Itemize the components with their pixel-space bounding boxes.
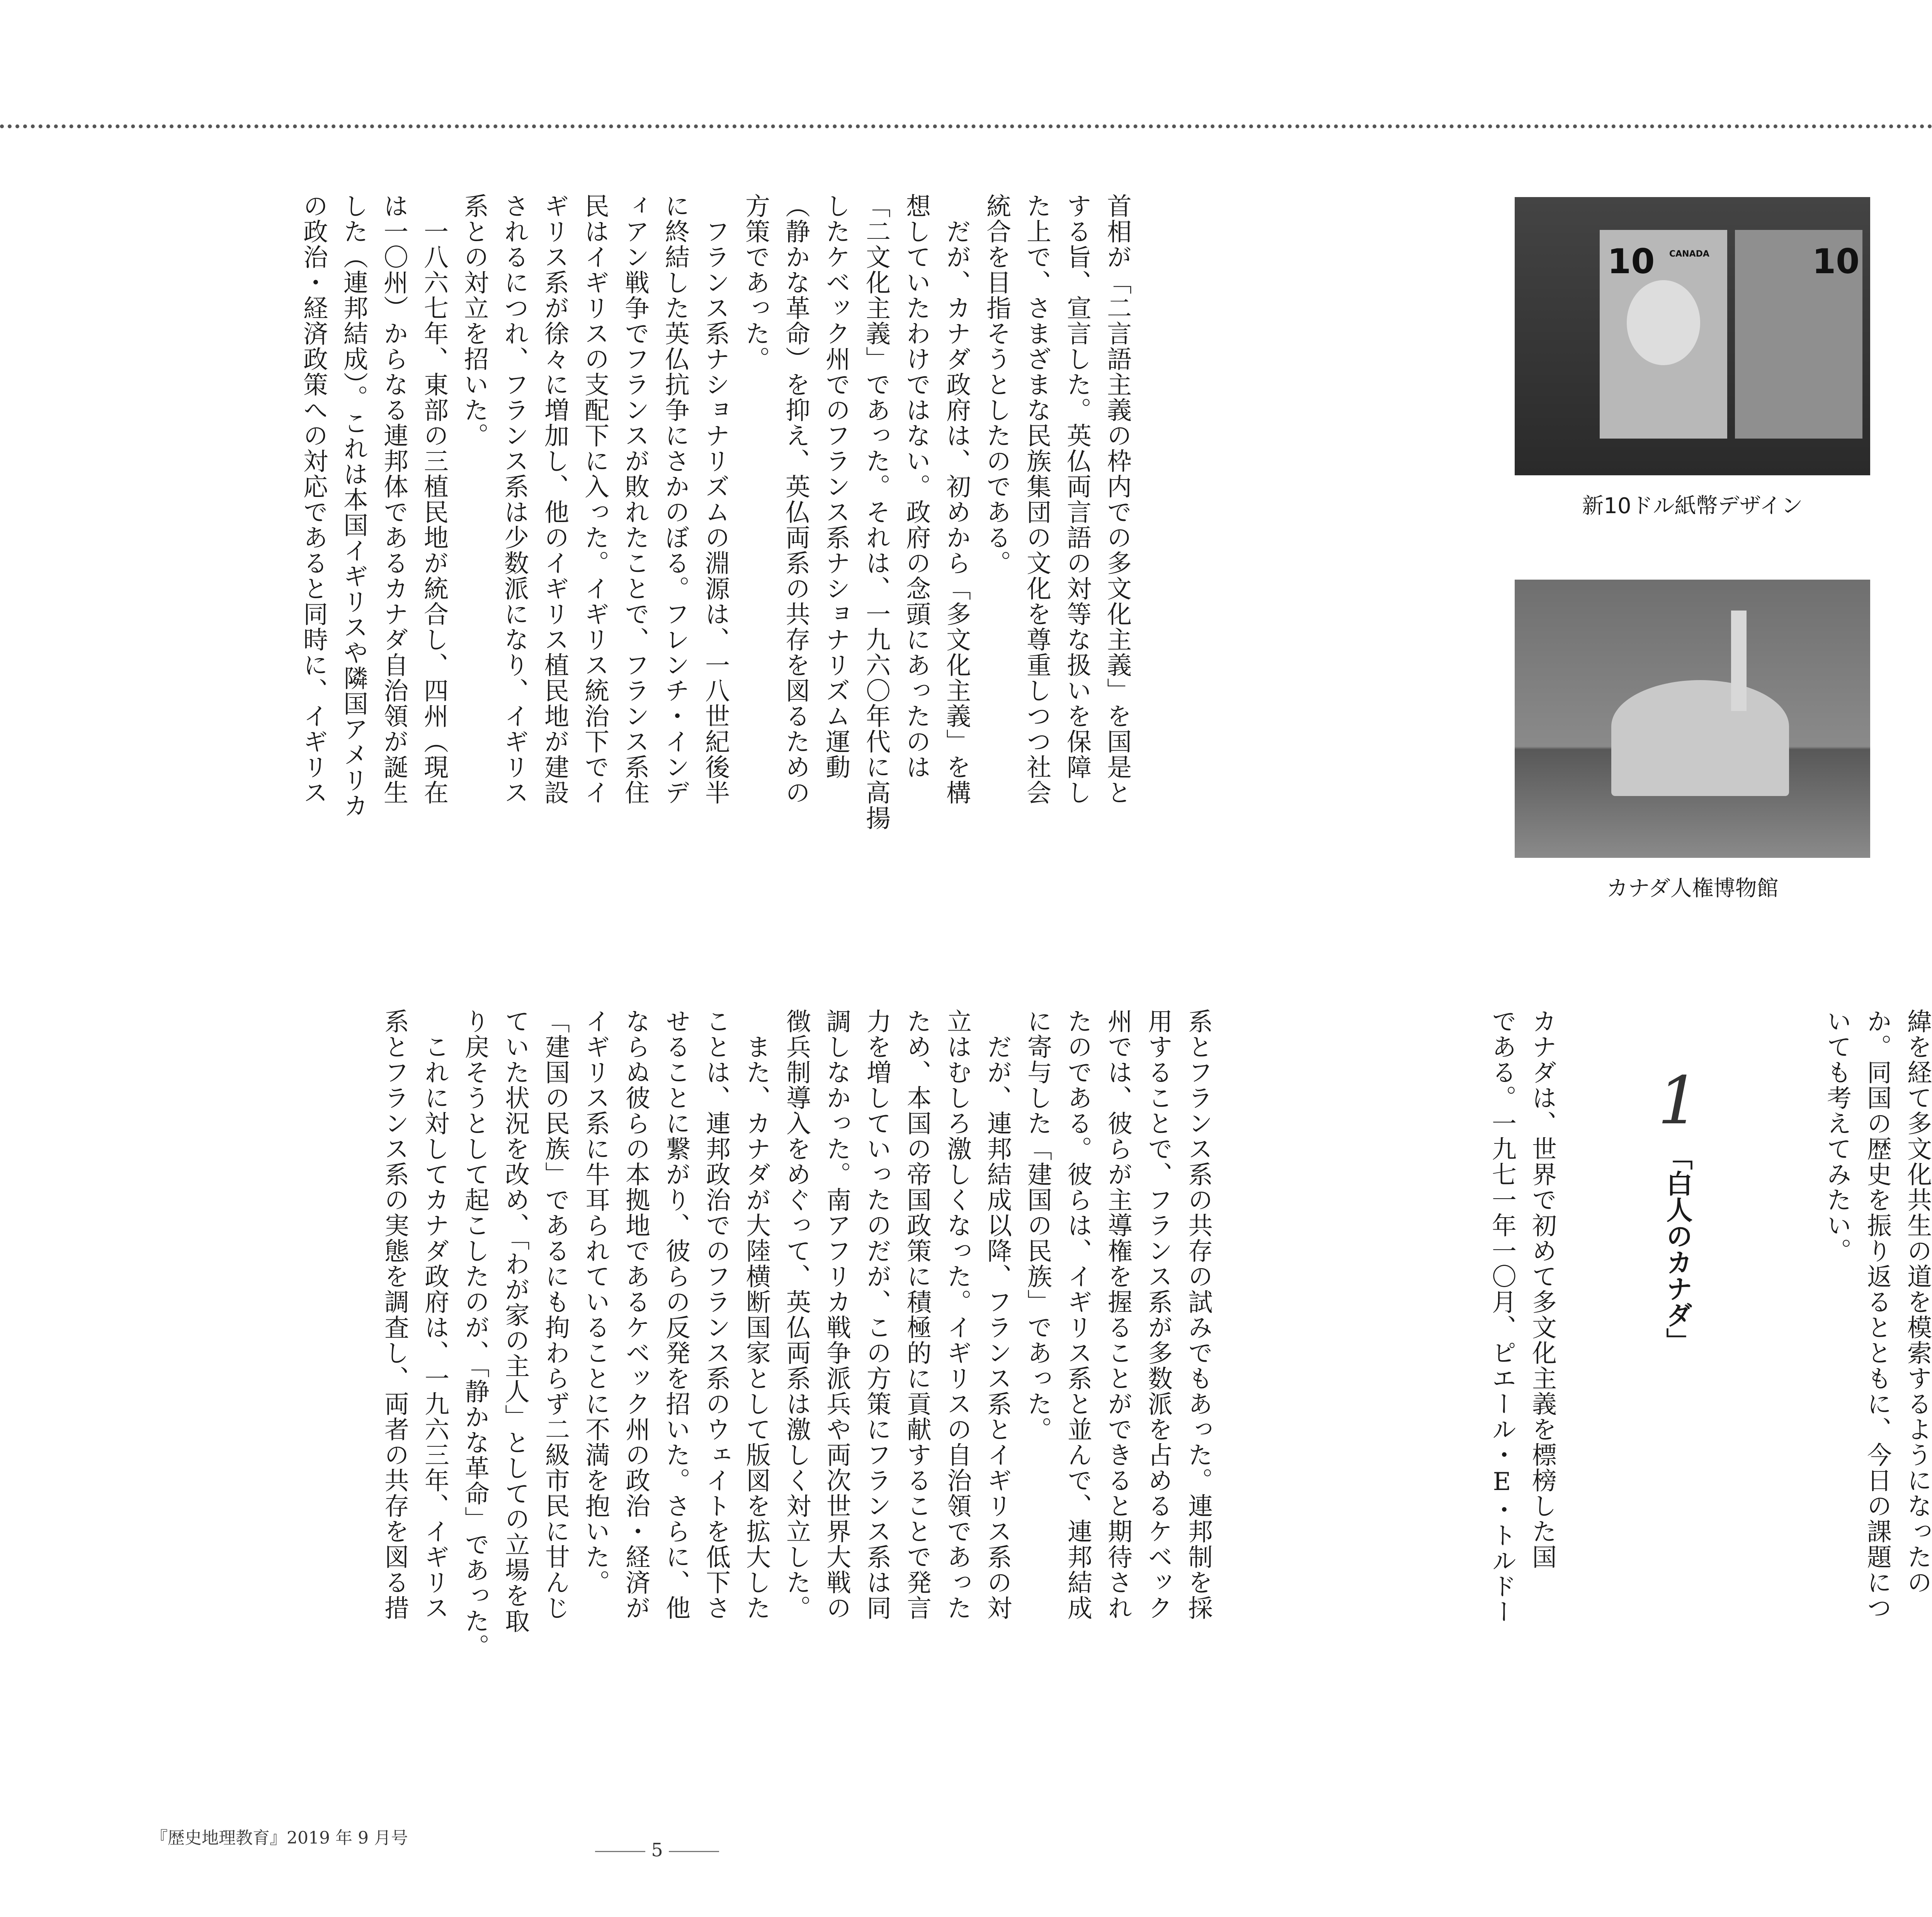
museum-building-image xyxy=(1611,680,1789,796)
section1-text: カナダは、世界で初めて多文化主義を標榜した国 である。一九七一年一〇月、ピエール・E・トルドー xyxy=(1488,1009,1556,1624)
page5-number-value: 5 xyxy=(651,1839,663,1861)
banknote-photo xyxy=(1515,197,1870,475)
portrait-image xyxy=(1627,280,1700,365)
banknote-back-image xyxy=(1735,230,1862,439)
denomination-label: 10 xyxy=(1607,242,1655,281)
page4-bottom-text: 緯を経て多文化共生の道を模索するようになったの か。同国の歴史を振り返るとともに、今日の課題につ いても考えてみたい。 xyxy=(1823,1009,1932,1621)
journal-footer: 『歴史地理教育』2019 年 9 月号 xyxy=(151,1828,408,1848)
section-number: 1 xyxy=(1658,1063,1700,1139)
page5-number xyxy=(595,1839,719,1861)
museum-tower-image xyxy=(1731,611,1747,711)
section-title: 「白人のカナダ」 xyxy=(1662,1144,1692,1354)
banknote-front-image xyxy=(1600,230,1727,439)
page5-bottom-text: 系とフランス系の共存の試みでもあった。連邦制を採 用することで、フランス系が多数派を占めるケベック 州では、彼らが主導権を握ることができると期待され たのである。彼らは、イギリス系と並んで、連邦結成 に寄与した「建国の民族」であった。 だが、連邦結成以降、フランス系とイギリス系の対 立はむしろ激しくなった。イギリスの自治領であった ため、本国の帝国政策に積極的に貢献することで発言 力を増していったのだが、この方策にフランス系は同 調しなかった。南アフリカ戦争派兵や両次世界大戦の 徴兵制導入をめぐって、英仏両系は激しく対立した。 また、カナダが大陸横断国家として版図を拡大した ことは、連邦政治でのフランス系のウェイトを低下さ せることに繋がり、彼らの反発を招いた。さらに、他 ならぬ彼らの本拠地であるケベック州の政治・経済が イギリス系に牛耳られていることに不満を抱いた。 「建国の民族」であるにも拘わらず二級市民に甘んじ ていた状況を改め、「わが家の主人」としての立場を取 り戻そうとして起こしたのが、「静かな革命」であった。 これに対してカナダ政府は、一九六三年、イギリス 系とフランス系の実態を調査し、両者の共存を図る措 xyxy=(380,1009,1213,1659)
banknote-caption: 新10ドル紙幣デザイン xyxy=(1582,493,1803,519)
header-dotted-rule xyxy=(0,124,1932,128)
banknote-country-label: CANADA xyxy=(1669,249,1709,259)
museum-caption: カナダ人権博物館 xyxy=(1606,876,1779,901)
denomination-label-back: 10 xyxy=(1812,242,1860,281)
page5-top-text: 首相が「二言語主義の枠内での多文化主義」を国是と する旨、宣言した。英仏両言語の対等な扱いを保障し た上で、さまざまな民族集団の文化を尊重しつつ社会 統合を目指そうとしたのである。 だが、カナダ政府は、初めから「多文化主義」を構 想していたわけではない。政府の念頭にあったのは 「二文化主義」であった。それは、一九六〇年代に高揚 したケベック州でのフランス系ナショナリズム運動 （静かな革命）を抑え、英仏両系の共存を図るための 方策であった。 フランス系ナショナリズムの淵源は、一八世紀後半 に終結した英仏抗争にさかのぼる。フレンチ・インデ ィアン戦争でフランスが敗れたことで、フランス系住 民はイギリスの支配下に入った。イギリス統治下でイ ギリス系が徐々に増加し、他のイギリス植民地が建設 されるにつれ、フランス系は少数派になり、イギリス 系との対立を招いた。 一八六七年、東部の三植民地が統合し、四州（現在 は一〇州）からなる連邦体であるカナダ自治領が誕生 した（連邦結成）。これは本国イギリスや隣国アメリカ の政治・経済政策への対応であると同時に、イギリス xyxy=(299,193,1131,831)
museum-photo xyxy=(1515,580,1870,858)
